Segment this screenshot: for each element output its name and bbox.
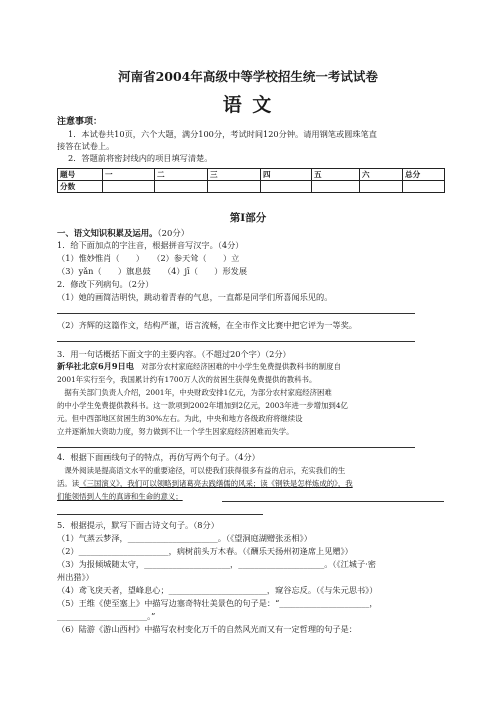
question-3: 3．用一句话概括下面文字的主要内容。（不超过20个字）（2分） (57, 349, 291, 359)
subject-title: 语 文 (222, 94, 274, 116)
score-table (57, 168, 445, 193)
notes-item1-line1: 1．本试卷共10页，六个大题，满分100分，考试时间120分钟。请用钢笔或圆珠笔直 (68, 129, 377, 139)
news-lead: 新华社北京6月9日电 (57, 361, 134, 371)
score-cell-4: 四 (261, 169, 312, 181)
q4-text-line1: 课外阅读是提高语文水平的重要途径，可以使我们获得很多有益的启示，充实我们的生 (57, 466, 346, 475)
news-line-6: 立并逐渐加大资助力度，努力做到不让一个学生因家庭经济困难而失学。 (57, 427, 294, 436)
news-line-3: 据有关部门负责人介绍，2001年，中央财政安排1亿元，为部分农村家庭经济困难 (57, 388, 332, 397)
exam-title: 河南省2004年高级中等学校招生统一考试试卷 (118, 69, 378, 84)
question-5-item2: （2）______________________，病树前头万木春。（《酬乐天扬州初逢席上见赠》） (57, 546, 353, 556)
score-cell-1: 一 (103, 169, 155, 181)
question-5-item1: （1）气蒸云梦泽，______________________。（《望洞庭湖赠张丞相》） (57, 533, 312, 543)
answer-line-4-b[interactable] (57, 514, 263, 515)
question-2-item1: （1）她的画简洁明快，跳动着青春的气息，一直都是同学们所喜闻乐见的。 (57, 292, 333, 302)
score-input-2[interactable] (155, 181, 208, 193)
q4-line2-start: 活。读 (57, 479, 80, 488)
question-4: 4．根据下面画线句子的特点，再仿写两个句子。（4分） (57, 452, 260, 462)
news-line-5: 元。但中西部地区贫困生的30%左右。为此，中央和地方各级政府将继续设 (57, 414, 303, 423)
question-1-line1: （1）惟妙惟肖（ ） （2）参天耸（ ）立 (57, 253, 240, 263)
answer-line-4-a[interactable] (222, 501, 444, 502)
news-line-2: 2001年实行至今，我国累计约有1700万人次的贫困生获得免费提供的教科书。 (57, 375, 317, 384)
score-cell-label: 题号 (58, 169, 103, 181)
question-5-item3: （3）为报倾城随太守，_____________________，_____________________。（《江城子·密 (57, 559, 376, 569)
question-2: 2．修改下列病句。（2分） (57, 279, 154, 289)
score-cell-total: 总分 (403, 169, 445, 181)
question-2-item2: （2）齐辉的这篇作文，结构严谨，语言流畅，在全市作文比赛中把它评为一等奖。 (57, 320, 357, 330)
score-row-label: 分数 (58, 181, 103, 193)
question-5-item4: （4）鸢飞戾天者，望峰息心；________________________，窥谷忘反。（《与朱元思书》） (57, 585, 378, 595)
notes-heading: 注意事项： (57, 117, 103, 127)
news-text-1: 对部分农村家庭经济困难的中小学生免费提供教科书的制度自 (133, 362, 341, 371)
question-5-item3-cont: 州出猎》） (57, 572, 94, 582)
news-line-1 (57, 361, 341, 372)
q4-text-line3 (57, 491, 183, 502)
q4-underlined-sentence-3: 们能领悟到人生的真谛和生命的意义； (57, 492, 183, 501)
q4-underlined-sentence-2: 读《钢铁是怎样炼成的》，我 (260, 479, 353, 488)
score-input-3[interactable] (208, 181, 261, 193)
score-input-1[interactable] (103, 181, 155, 193)
score-table-score-row (58, 181, 445, 193)
q4-underlined-sentence: 《三国演义》，我们可以领略到诸葛亮去践缮儒的风采； (79, 479, 261, 488)
score-cell-3: 三 (208, 169, 261, 181)
part-title: 第Ⅰ部分 (229, 212, 267, 224)
notes-item1-line2: 接答在试卷上。 (57, 141, 115, 151)
question-5-item5: （5）王维《使至塞上》中描写边塞奇特壮美景色的句子是：“______________________， (57, 598, 378, 608)
news-line-4: 的中小学生免费提供教科书。这一款项到2002年增加到2亿元，2003年进一步增加到4亿 (57, 401, 348, 410)
answer-line-2-2[interactable] (57, 341, 415, 342)
score-input-total[interactable] (403, 181, 445, 193)
section1-heading: 一、语文知识积累及运用。 (57, 228, 158, 238)
question-1-line2: （3）yǎn（ ）旗息鼓 （4）jī（ ）形发展 (57, 266, 248, 276)
score-cell-5: 五 (312, 169, 360, 181)
score-input-5[interactable] (312, 181, 360, 193)
score-table-header-row (58, 169, 445, 181)
notes-item2: 2．答题前将密封线内的项目填写清楚。 (68, 153, 213, 163)
q4-text-line2 (57, 478, 353, 489)
answer-line-2-1[interactable] (57, 313, 415, 314)
score-input-6[interactable] (360, 181, 403, 193)
score-cell-6: 六 (360, 169, 403, 181)
answer-line-3[interactable] (57, 447, 415, 448)
section1-points: （20分） (157, 228, 190, 238)
question-1: 1．给下面加点的字注音，根据拼音写汉字。（4分） (57, 240, 244, 250)
question-5: 5．根据提示，默写下面古诗文句子。（8分） (57, 520, 219, 530)
question-5-item6: （6）陆游《游山西村》中描写农村变化万千的自然风光而又有一定哲理的句子是： (57, 624, 357, 634)
section1-heading-wrap (57, 227, 189, 239)
score-input-4[interactable] (261, 181, 312, 193)
score-cell-2: 二 (155, 169, 208, 181)
question-5-item5-cont: ______________________。” (57, 611, 156, 621)
